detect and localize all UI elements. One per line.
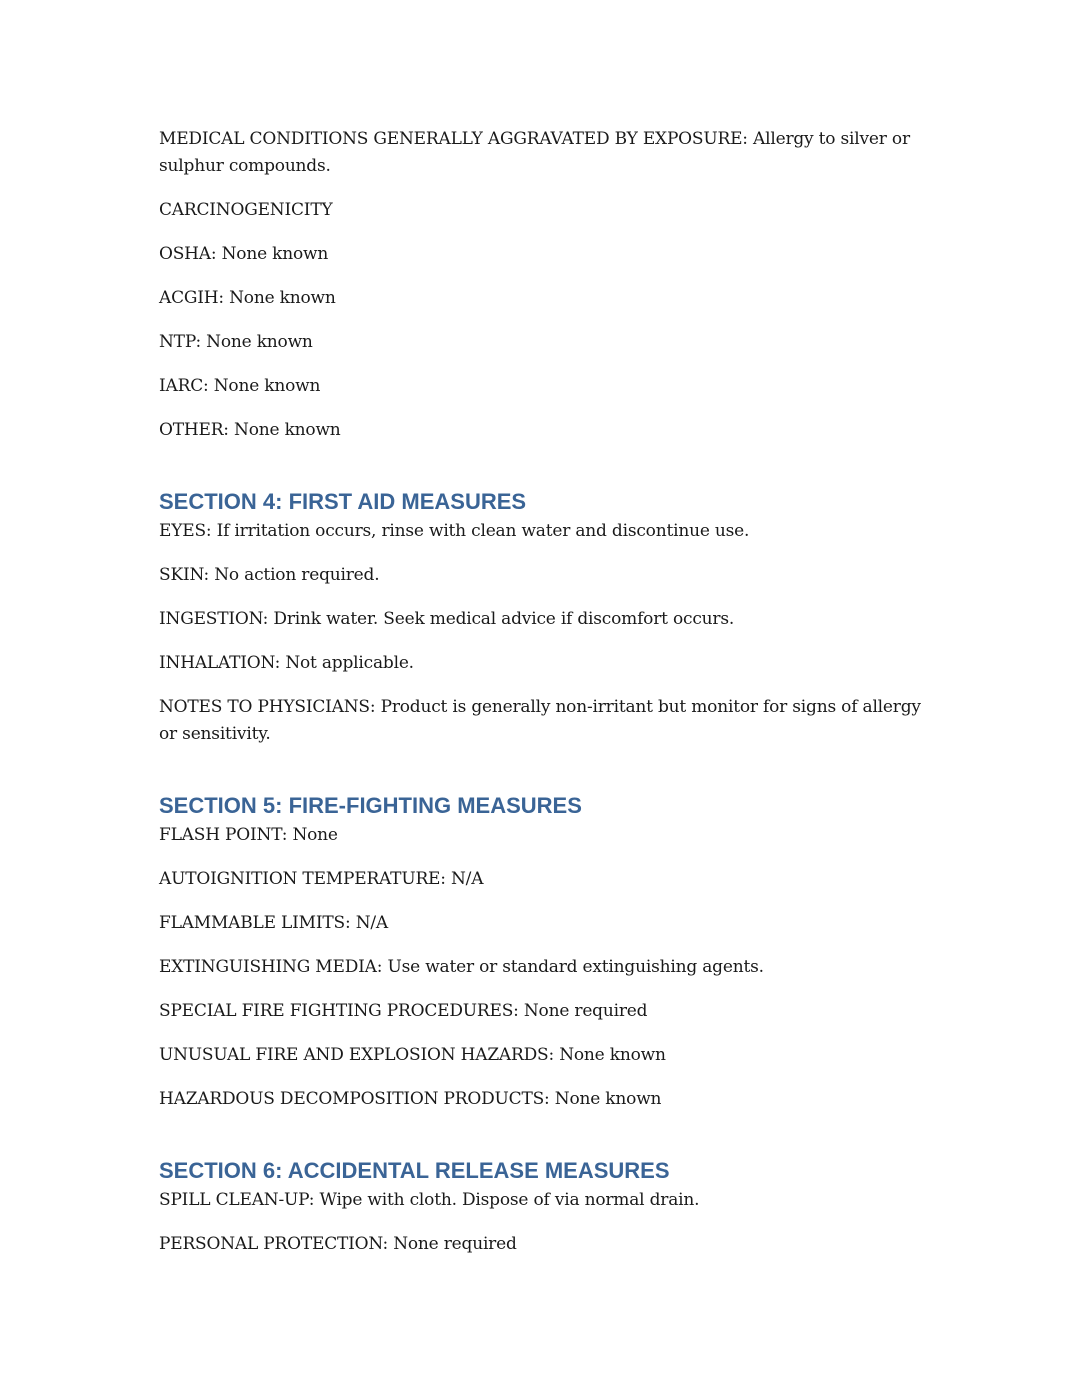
extinguishing-media-text: EXTINGUISHING MEDIA: Use water or standard extinguishing agents. [159,957,764,977]
flash-point-text: FLASH POINT: None [159,825,338,845]
section-4-heading: SECTION 4: FIRST AID MEASURES [159,489,527,514]
osha-text: OSHA: None known [159,244,329,264]
section-5-heading: SECTION 5: FIRE-FIGHTING MEASURES [159,793,582,818]
section-spacer [159,765,929,792]
ingestion-text: INGESTION: Drink water. Seek medical advice if discomfort occurs. [159,609,735,629]
unusual-hazards-text: UNUSUAL FIRE AND EXPLOSION HAZARDS: None known [159,1045,666,1065]
decomposition-products-text: HAZARDOUS DECOMPOSITION PRODUCTS: None known [159,1089,662,1109]
special-procedures-text: SPECIAL FIRE FIGHTING PROCEDURES: None required [159,1001,648,1021]
medical-conditions-text: MEDICAL CONDITIONS GENERALLY AGGRAVATED BY EXPOSURE: Allergy to silver or sulphur compounds. [159,129,910,176]
personal-protection-text: PERSONAL PROTECTION: None required [159,1234,517,1254]
spill-cleanup-text: SPILL CLEAN-UP: Wipe with cloth. Dispose of via normal drain. [159,1190,700,1210]
section-spacer [159,1130,929,1157]
ntp-text: NTP: None known [159,332,313,352]
notes-to-physicians-text: NOTES TO PHYSICIANS: Product is generally non-irritant but monitor for signs of allergy or sensitivity. [159,697,921,744]
other-text: OTHER: None known [159,420,341,440]
acgih-text: ACGIH: None known [159,288,336,308]
carcinogenicity-label: CARCINOGENICITY [159,200,333,220]
iarc-text: IARC: None known [159,376,321,396]
inhalation-text: INHALATION: Not applicable. [159,653,414,673]
section-spacer [159,461,929,488]
section-6-heading: SECTION 6: ACCIDENTAL RELEASE MEASURES [159,1158,670,1183]
skin-text: SKIN: No action required. [159,565,380,585]
document-content [159,126,929,1275]
flammable-limits-text: FLAMMABLE LIMITS: N/A [159,913,388,933]
autoignition-text: AUTOIGNITION TEMPERATURE: N/A [159,869,484,889]
eyes-text: EYES: If irritation occurs, rinse with clean water and discontinue use. [159,521,750,541]
